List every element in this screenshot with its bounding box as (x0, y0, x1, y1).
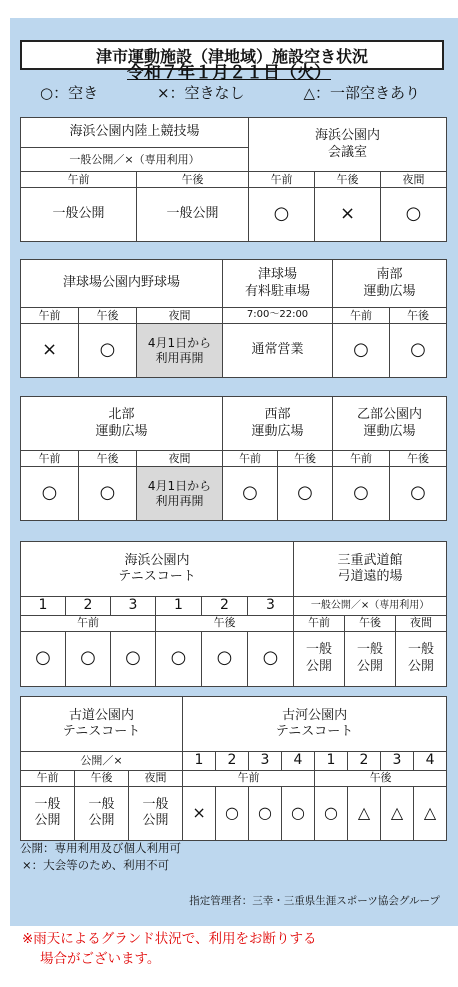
status-cell: 一般公開 (137, 188, 249, 242)
period-header: 午後 (315, 770, 447, 786)
venue-furumichi-tennis: 古道公園内 テニスコート (21, 697, 183, 752)
rain-warning (22, 930, 317, 969)
status-cell: ○ (248, 631, 294, 686)
header-cell: 午後 (137, 172, 249, 188)
status-cell: ○ (249, 188, 315, 242)
status-cell: ○ (21, 467, 79, 521)
header-cell: 午後 (75, 770, 129, 786)
legend (40, 82, 420, 103)
status-cell: ○ (21, 631, 66, 686)
status-cell: ○ (79, 467, 137, 521)
header-cell: 午後 (79, 308, 137, 324)
table-kaihin-tennis-budokan (20, 541, 447, 687)
designated-manager: 指定管理者：三幸・三重県生涯スポーツ協会グループ (189, 895, 440, 907)
table-kaihin-track-conference (20, 117, 447, 242)
status-cell: 一般 公開 (129, 786, 183, 840)
table-furumichi-furukawa-tennis (20, 696, 447, 841)
status-cell: 4月1日から 利用再開 (137, 324, 223, 378)
status-cell: 一般 公開 (345, 631, 396, 686)
status-cell: ○ (66, 631, 111, 686)
status-cell: ○ (223, 467, 278, 521)
header-cell: 午前 (21, 308, 79, 324)
header-cell: 午前 (333, 308, 390, 324)
court-number: 1 (183, 752, 216, 771)
venue-kaihin-track-sub: 一般公開／×（専用利用） (21, 148, 249, 172)
court-number: 2 (66, 597, 111, 616)
table-tsu-baseball-south (20, 259, 447, 378)
venue-kaihin-tennis: 海浜公園内 テニスコート (21, 542, 294, 597)
court-number: 3 (248, 597, 294, 616)
venue-otobe-ground: 乙部公園内 運動広場 (333, 397, 447, 451)
venue-north-ground: 北部 運動広場 (21, 397, 223, 451)
status-cell: × (21, 324, 79, 378)
page-title: 津市運動施設（津地域）施設空き状況 (20, 40, 444, 70)
header-cell: 午後 (345, 615, 396, 631)
legend-unavailable: ×：空きなし (156, 84, 245, 102)
status-cell: 一般 公開 (396, 631, 447, 686)
header-cell: 夜間 (137, 451, 223, 467)
status-cell: ○ (202, 631, 248, 686)
court-number: 4 (282, 752, 315, 771)
header-cell: 午後 (390, 308, 447, 324)
header-cell: 午後 (390, 451, 447, 467)
status-cell: △ (414, 786, 447, 840)
header-cell: 夜間 (137, 308, 223, 324)
notes (20, 840, 181, 875)
status-cell: ○ (278, 467, 333, 521)
status-cell: ○ (390, 467, 447, 521)
status-cell: ○ (282, 786, 315, 840)
venue-budokan-sub: 一般公開／×（専用利用） (294, 597, 447, 616)
venue-tsu-parking: 津球場 有料駐車場 (223, 260, 333, 308)
court-number: 2 (348, 752, 381, 771)
note-unavailable: ×：大会等のため、利用不可 (22, 858, 170, 873)
status-cell: △ (348, 786, 381, 840)
rain-warning-line2: 場合がございます。 (40, 950, 161, 967)
status-cell: ○ (111, 631, 156, 686)
status-cell: × (315, 188, 381, 242)
status-cell: × (183, 786, 216, 840)
status-cell: 一般 公開 (75, 786, 129, 840)
court-number: 3 (111, 597, 156, 616)
header-cell: 午前 (333, 451, 390, 467)
header-cell: 午前 (21, 770, 75, 786)
venue-west-ground: 西部 運動広場 (223, 397, 333, 451)
venue-south-ground: 南部 運動広場 (333, 260, 447, 308)
header-cell: 午前 (294, 615, 345, 631)
status-date: 令和７年１月２１日（火） (127, 63, 331, 83)
status-cell: 一般 公開 (294, 631, 345, 686)
legend-available: ○：空き (40, 84, 99, 102)
header-cell: 午前 (21, 172, 137, 188)
status-cell: ○ (216, 786, 249, 840)
period-header: 午前 (183, 770, 315, 786)
period-header: 午前 (21, 615, 156, 631)
court-number: 3 (381, 752, 414, 771)
status-cell: ○ (381, 188, 447, 242)
header-cell: 7:00〜22:00 (223, 308, 333, 324)
header-cell: 午後 (315, 172, 381, 188)
note-public: 公開：専用利用及び個人利用可 (20, 841, 181, 855)
court-number: 2 (202, 597, 248, 616)
header-cell: 夜間 (381, 172, 447, 188)
status-cell: ○ (333, 467, 390, 521)
court-number: 1 (21, 597, 66, 616)
table-north-west-otobe (20, 396, 447, 521)
venue-kaihin-track: 海浜公園内陸上競技場 (21, 118, 249, 148)
header-cell: 午前 (21, 451, 79, 467)
court-number: 4 (414, 752, 447, 771)
venue-kaihin-conference: 海浜公園内 会議室 (249, 118, 447, 172)
header-cell: 午前 (223, 451, 278, 467)
header-cell: 午後 (79, 451, 137, 467)
venue-furukawa-tennis: 古河公園内 テニスコート (183, 697, 447, 752)
header-cell: 午前 (249, 172, 315, 188)
court-number: 1 (156, 597, 202, 616)
status-cell: 通常営業 (223, 324, 333, 378)
legend-partial: △：一部空きあり (303, 84, 420, 102)
status-cell: △ (381, 786, 414, 840)
header-cell: 夜間 (396, 615, 447, 631)
status-cell: ○ (156, 631, 202, 686)
status-cell: ○ (249, 786, 282, 840)
rain-warning-line1: ※雨天によるグランド状況で、利用をお断りする (22, 931, 317, 947)
venue-tsu-baseball: 津球場公園内野球場 (21, 260, 223, 308)
status-cell: 4月1日から 利用再開 (137, 467, 223, 521)
status-cell: ○ (333, 324, 390, 378)
status-cell: 一般 公開 (21, 786, 75, 840)
status-cell: ○ (315, 786, 348, 840)
period-header: 午後 (156, 615, 294, 631)
status-cell: ○ (79, 324, 137, 378)
court-number: 3 (249, 752, 282, 771)
venue-furumichi-sub: 公開／× (21, 752, 183, 771)
status-cell: 一般公開 (21, 188, 137, 242)
status-cell: ○ (390, 324, 447, 378)
court-number: 2 (216, 752, 249, 771)
court-number: 1 (315, 752, 348, 771)
venue-budokan-kyudo: 三重武道館 弓道遠的場 (294, 542, 447, 597)
header-cell: 夜間 (129, 770, 183, 786)
header-cell: 午後 (278, 451, 333, 467)
